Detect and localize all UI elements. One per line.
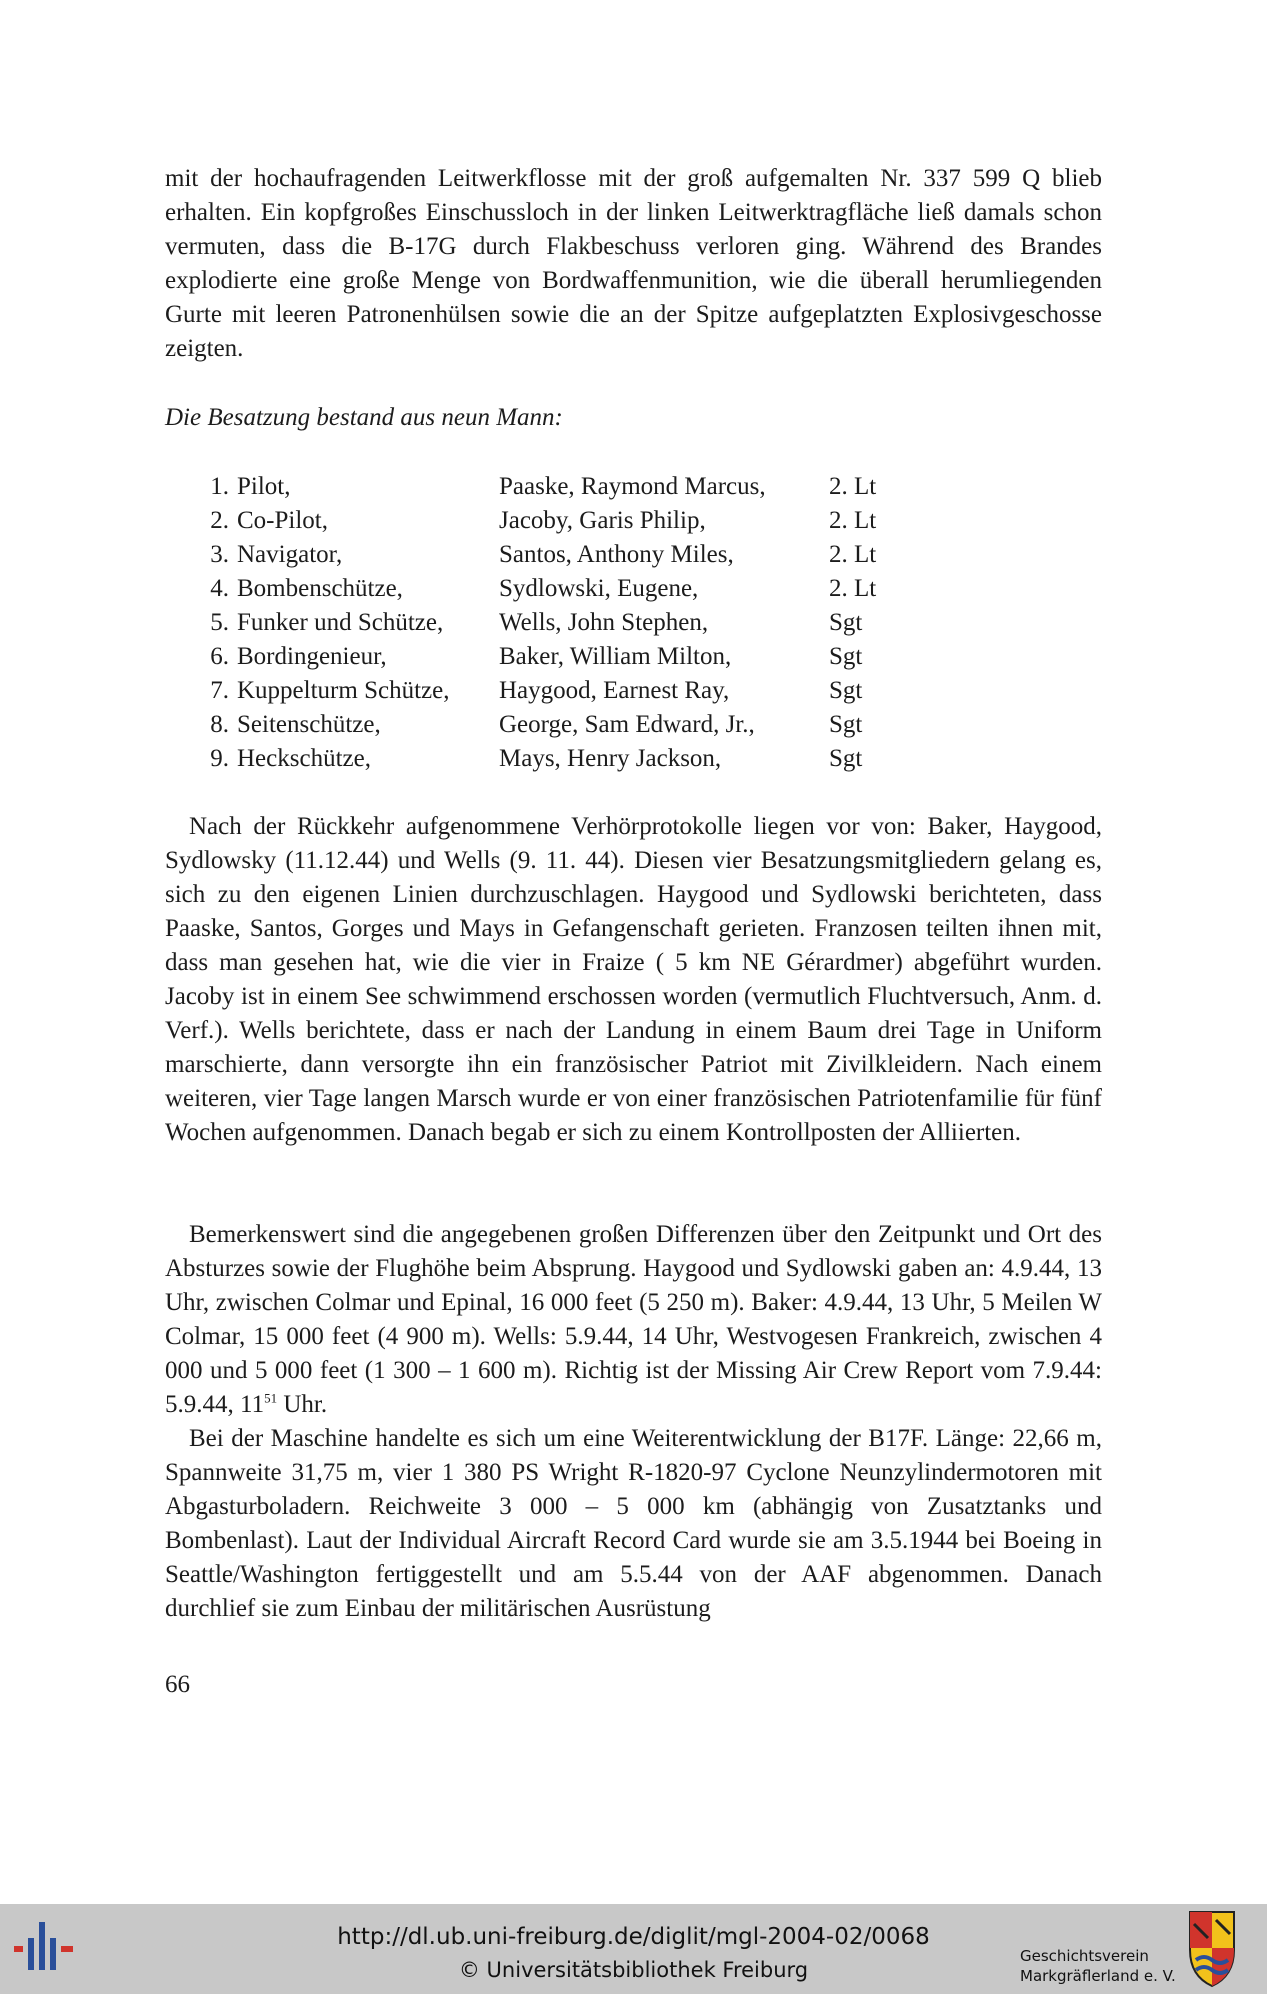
crew-rank: Sgt [829,711,863,738]
paragraph-4: Bei der Maschine handelte es sich um eine Weiterentwicklung der B17F. Länge: 22,66 m, Spannweite 31,75 m, vier 1 380 PS Wright R-1820-97 Cyclone Neunzylindermotoren mit Abgasturboladern. Reichweite 3 000 – 5 000 km (abhängig von Zusatztanks und Bombenlast). Laut der Individual Aircraft Record Card wurde sie am 3.5.1944 bei Boeing in Seattle/Washington fertiggestellt und am 5.5.44 von der AAF abgenommen. Danach durchlief sie zum Einbau der militärischen Ausrüstung [165,1425,1102,1622]
crew-rank: Sgt [829,643,863,670]
crew-rank: Sgt [829,677,863,704]
paragraph-1: mit der hochaufragenden Leitwerkflosse mit der groß aufgemalten Nr. 337 599 Q blieb erhalten. Ein kopfgroßes Einschussloch in der linken Leitwerktragfläche ließ damals schon vermuten, dass die B-17G durch Flakbeschuss verloren ging. Während des Brandes explodierte eine große Menge von Bordwaffenmunition, wie die überall herumliegenden Gurte mit leeren Patronenhülsen sowie die an der Spitze aufgeplatzten Explosivgeschosse zeigten. [165,165,1102,362]
crew-name: Paaske, Raymond Marcus, [499,473,766,500]
crew-role: Navigator, [237,541,343,568]
crew-name: George, Sam Edward, Jr., [499,711,755,738]
crew-role: Heckschütze, [237,745,371,772]
paragraph-3-text: Bemerkenswert sind die angegebenen großen Differenzen über den Zeitpunkt und Ort des Absturzes sowie der Flughöhe beim Absprung. Haygood und Sydlowski gaben an: 4.9.44, 13 Uhr, zwischen Colmar und Epinal, 16 000 feet (5 250 m). Baker: 4.9.44, 13 Uhr, 5 Meilen W Colmar, 15 000 feet (4 900 m). Wells: 5.9.44, 14 Uhr, Westvogesen Frankreich, zwischen 4 000 und 5 000 feet (1 300 – 1 600 m). Richtig ist der Missing Air Crew Report vom 7.9.44: 5.9.44, 11 [165,1221,1102,1418]
footnote-ref: 51 [264,1390,278,1406]
crew-list [185,470,899,776]
crew-name: Jacoby, Garis Philip, [499,507,706,534]
crew-number: 4. [210,575,229,602]
paragraph-2: Nach der Rückkehr aufgenommene Verhörprotokolle liegen vor von: Baker, Haygood, Sydlowsky (11.12.44) und Wells (9. 11. 44). Diesen vier Besatzungsmitgliedern gelang es, sich zu den eigenen Linien durchzuschlagen. Haygood und Sydlowski berichteten, dass Paaske, Santos, Gorges und Mays in Gefangenschaft gerieten. Franzosen teilten ihnen mit, dass man gesehen hat, wie die vier in Fraize ( 5 km NE Gérardmer) abgeführt wurden. Jacoby ist in einem See schwimmend erschossen worden (vermutlich Fluchtversuch, Anm. d. Verf.). Wells berichtete, dass er nach der Landung in einem Baum drei Tage in Uniform marschierte, dann versorgte ihn ein französischer Patriot mit Zivilkleidern. Nach einem weiteren, vier Tage langen Marsch wurde er von einer französischen Patriotenfamilie für fünf Wochen aufgenommen. Danach begab er sich zu einem Kontrollposten der Alliierten. [165,813,1102,1146]
crew-role: Kuppelturm Schütze, [237,677,450,704]
crew-name: Wells, John Stephen, [499,609,709,636]
crew-rank: Sgt [829,609,863,636]
crew-role: Seitenschütze, [237,711,381,738]
crew-rank: 2. Lt [829,541,877,568]
crew-name: Mays, Henry Jackson, [499,745,722,772]
crew-role: Funker und Schütze, [237,609,444,636]
crew-name: Santos, Anthony Miles, [499,541,734,568]
society-line-1: Geschichtsverein [1020,1947,1149,1965]
crew-name: Baker, William Milton, [499,643,732,670]
crew-name: Haygood, Earnest Ray, [499,677,730,704]
crew-number: 7. [210,677,229,704]
paragraph-3-end: Uhr. [277,1391,328,1418]
copyright-text: © Universitätsbibliothek Freiburg [458,1958,809,1982]
page-number: 66 [165,1671,190,1698]
paragraph-3 [165,1218,1102,1422]
crew-role: Pilot, [237,473,291,500]
crew-role: Bordingenieur, [237,643,387,670]
crew-number: 9. [210,745,229,772]
crew-number: 6. [210,643,229,670]
crew-number: 3. [210,541,229,568]
society-line-2: Markgräflerland e. V. [1020,1967,1176,1985]
crew-row [185,708,899,742]
society-name [1020,1946,1176,1986]
crew-row [185,674,899,708]
crew-row [185,538,899,572]
crew-row [185,470,899,504]
crew-row [185,742,899,776]
crew-row [185,640,899,674]
crew-heading: Die Besatzung bestand aus neun Mann: [165,404,563,431]
crew-row [185,504,899,538]
crew-number: 5. [210,609,229,636]
crew-name: Sydlowski, Eugene, [499,575,699,602]
crew-rank: 2. Lt [829,507,877,534]
crew-row [185,606,899,640]
crew-number: 2. [210,507,229,534]
crew-role: Co-Pilot, [237,507,328,534]
crew-rank: Sgt [829,745,863,772]
coat-of-arms-icon [1188,1910,1236,1988]
crew-role: Bombenschütze, [237,575,403,602]
document-url-link[interactable]: http://dl.ub.uni-freiburg.de/diglit/mgl-2004-02/0068 [337,1924,930,1950]
crew-rank: 2. Lt [829,473,877,500]
footer-bar [0,1904,1267,1994]
crew-number: 8. [210,711,229,738]
crew-number: 1. [210,473,229,500]
crew-row [185,572,899,606]
crew-rank: 2. Lt [829,575,877,602]
